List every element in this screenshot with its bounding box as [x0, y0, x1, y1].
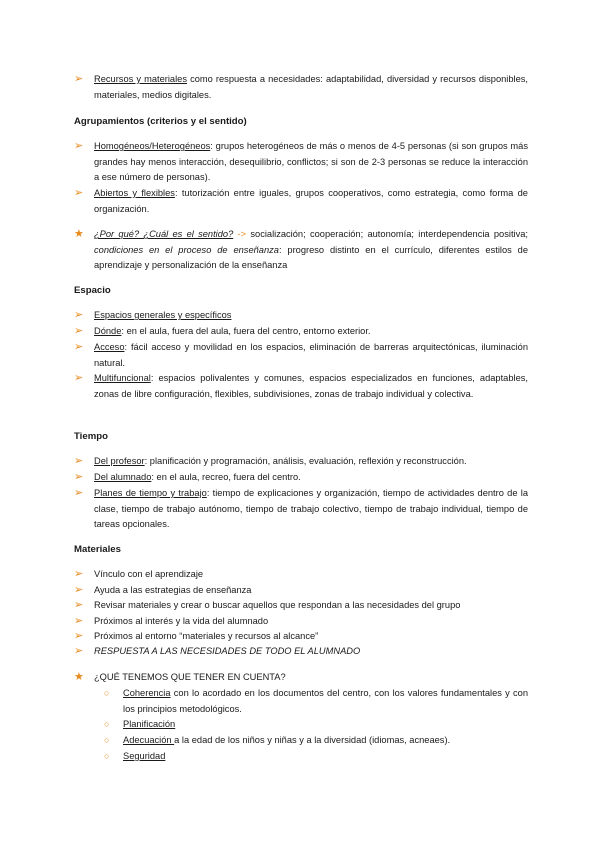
list-item-donde	[74, 324, 528, 340]
circle-bullet-icon: ○	[104, 751, 110, 761]
sub-item-planificacion	[104, 717, 528, 733]
arrow-bullet-icon: ➢	[74, 615, 84, 627]
homogeneos-text: : grupos heterogéneos de más o menos de 4-5 personas (si son grupos más grandes hay menos interacción, desequilibrio, conflictos; si son de 2-3 personas se reduce la interacción a ese número de personas).	[94, 141, 528, 182]
list-item-materiales	[74, 583, 528, 599]
planes-text: : tiempo de explicaciones y organización, tiempo de actividades dentro de la clase, tiempo de trabajo autónomo, tiempo de trabajo colectivo, tiempo de trabajo individual, tiempo de tareas opcionales.	[94, 488, 528, 529]
heading-agrupamientos: Agrupamientos (criterios y el sentido)	[74, 116, 247, 127]
multifuncional-text: : espacios polivalentes y comunes, espacios especializados en funciones, adaptables, zonas de libre configuración, flexibles, subdivisiones, zonas de trabajo individual y colectiva.	[94, 373, 528, 399]
materiales-item-text: Próximos al interés y la vida del alumnado	[94, 616, 269, 626]
arrow-bullet-icon: ➢	[74, 455, 84, 467]
list-item-espacios-generales	[74, 308, 528, 324]
adecuacion-text: a la edad de los niños y niñas y a la diversidad (idiomas, acneaes).	[174, 735, 451, 745]
list-item-cuenta	[74, 670, 528, 686]
sub-item-coherencia	[104, 686, 528, 717]
multifuncional-label: Multifuncional	[94, 373, 151, 383]
list-item-materiales	[74, 567, 528, 583]
coherencia-label: Coherencia	[123, 688, 171, 698]
profesor-text: : planificación y programación, análisis, evaluación, reflexión y reconstrucción.	[144, 456, 467, 466]
materiales-item-text: Vínculo con el aprendizaje	[94, 569, 204, 579]
acceso-label: Acceso	[94, 342, 125, 352]
star-bullet-icon: ★	[74, 228, 84, 240]
arrow-bullet-icon: ➢	[74, 599, 84, 611]
materiales-item-text: Próximos al entorno “materiales y recursos al alcance”	[94, 631, 319, 641]
cuenta-heading: ¿QUÉ TENEMOS QUE TENER EN CUENTA?	[94, 672, 286, 682]
porque-italic: condiciones en el proceso de enseñanza	[94, 244, 279, 255]
alumnado-text: : en el aula, recreo, fuera del centro.	[151, 472, 301, 482]
list-item-recursos	[74, 72, 528, 103]
planificacion-label: Planificación	[123, 719, 176, 729]
arrow-bullet-icon: ➢	[74, 630, 84, 642]
coherencia-text: con lo acordado en los documentos del centro, con los valores fundamentales y con los principios metodológicos.	[123, 688, 528, 714]
recursos-text: como respuesta a necesidades: adaptabilidad, diversidad y recursos disponibles, materiales, medios digitales.	[94, 74, 528, 100]
arrow-bullet-icon: ➢	[74, 372, 84, 384]
porque-text1: socialización; cooperación; autonomía; interdependencia positiva;	[250, 229, 528, 239]
porque-text2: : progreso distinto en el currículo, diferentes estilos de aprendizaje y personalización de la enseñanza	[94, 244, 528, 270]
list-item-multifuncional	[74, 371, 528, 402]
donde-label: Dónde	[94, 326, 122, 336]
list-item-materiales	[74, 614, 528, 630]
sub-item-adecuacion	[104, 733, 528, 749]
heading-tiempo: Tiempo	[74, 431, 108, 442]
homogeneos-label: Homogéneos/Heterogéneos	[94, 141, 211, 151]
arrow-bullet-icon: ➢	[74, 645, 84, 657]
list-item-materiales	[74, 629, 528, 645]
porque-arrow: ->	[233, 229, 251, 239]
circle-bullet-icon: ○	[104, 735, 110, 745]
heading-espacio: Espacio	[74, 285, 111, 296]
materiales-item-text: Ayuda a las estrategias de enseñanza	[94, 585, 252, 595]
materiales-item-text: Revisar materiales y crear o buscar aquellos que respondan a las necesidades del grupo	[94, 600, 461, 610]
porque-label: ¿Por qué? ¿Cuál es el sentido?	[94, 229, 234, 239]
donde-text: : en el aula, fuera del aula, fuera del centro, entorno exterior.	[121, 326, 371, 336]
arrow-bullet-icon: ➢	[74, 568, 84, 580]
list-item-planes	[74, 486, 528, 533]
arrow-bullet-icon: ➢	[74, 309, 84, 321]
abiertos-label: Abiertos y flexibles	[94, 188, 175, 198]
recursos-label: Recursos y materiales	[94, 74, 187, 84]
arrow-bullet-icon: ➢	[74, 140, 84, 152]
alumnado-label: Del alumnado	[94, 472, 152, 482]
adecuacion-label: Adecuación	[123, 735, 175, 745]
circle-bullet-icon: ○	[104, 688, 110, 698]
list-item-materiales	[74, 598, 528, 614]
arrow-bullet-icon: ➢	[74, 187, 84, 199]
list-item-alumnado	[74, 470, 528, 486]
circle-bullet-icon: ○	[104, 719, 110, 729]
list-item-homogeneos	[74, 139, 528, 186]
heading-materiales: Materiales	[74, 544, 121, 555]
materiales-item-text: RESPUESTA A LAS NECESIDADES DE TODO EL ALUMNADO	[94, 646, 361, 656]
arrow-bullet-icon: ➢	[74, 584, 84, 596]
seguridad-label: Seguridad	[123, 751, 166, 761]
sub-item-seguridad	[104, 749, 528, 765]
espacios-generales-label: Espacios generales y específicos	[94, 310, 232, 320]
arrow-bullet-icon: ➢	[74, 73, 84, 85]
acceso-text: : fácil acceso y movilidad en los espacios, eliminación de barreras arquitectónicas, iluminación natural.	[94, 342, 528, 368]
list-item-materiales	[74, 644, 528, 660]
star-bullet-icon: ★	[74, 671, 84, 683]
planes-label: Planes de tiempo y trabajo	[94, 488, 207, 498]
arrow-bullet-icon: ➢	[74, 487, 84, 499]
list-item-porque	[74, 227, 528, 274]
arrow-bullet-icon: ➢	[74, 341, 84, 353]
list-item-profesor	[74, 454, 528, 470]
profesor-label: Del profesor	[94, 456, 145, 466]
list-item-acceso	[74, 340, 528, 371]
list-item-abiertos	[74, 186, 528, 217]
arrow-bullet-icon: ➢	[74, 471, 84, 483]
abiertos-text: : tutorización entre iguales, grupos cooperativos, como estrategia, como forma de organización.	[94, 188, 528, 214]
arrow-bullet-icon: ➢	[74, 325, 84, 337]
